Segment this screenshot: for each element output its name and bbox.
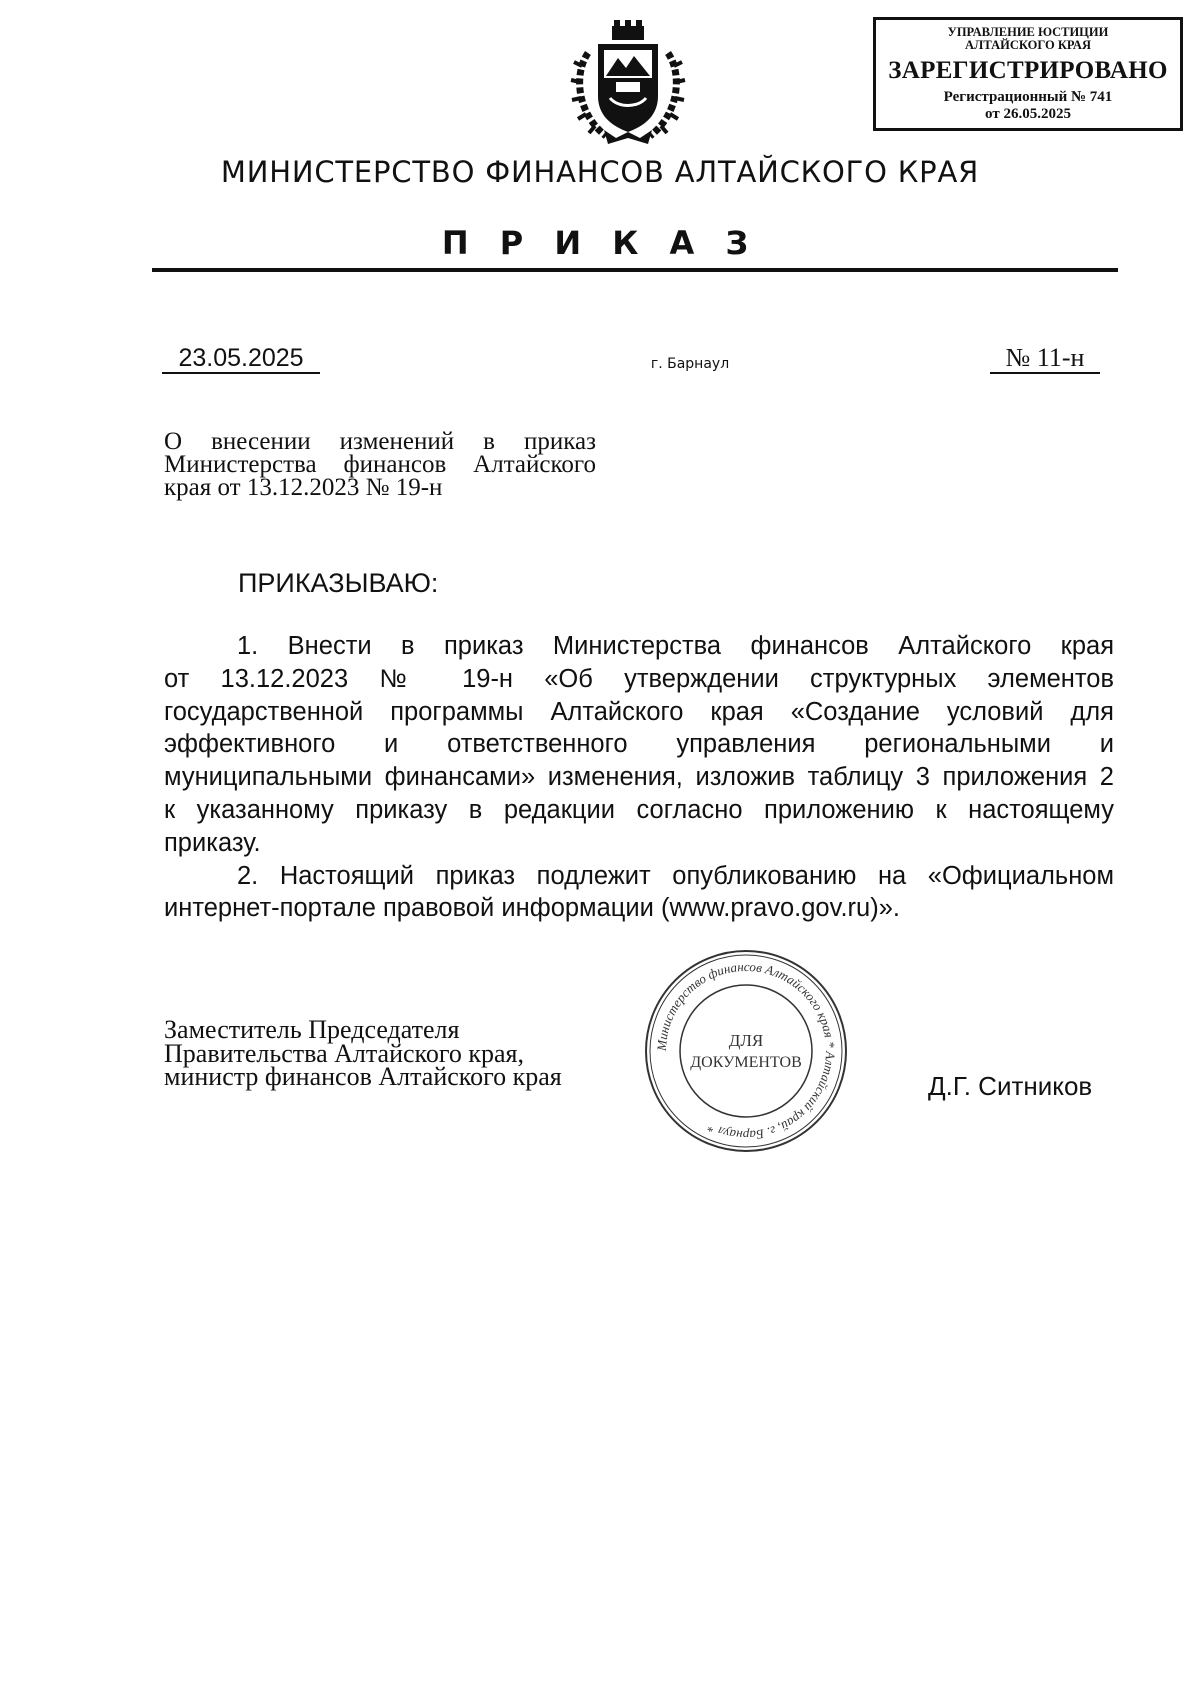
subject-line: Министерства финансов Алтайского [164, 451, 596, 478]
ministry-title: МИНИСТЕРСТВО ФИНАНСОВ АЛТАЙСКОГО КРАЯ [220, 155, 980, 189]
stamp-authority-line1: УПРАВЛЕНИЕ ЮСТИЦИИ [947, 25, 1109, 39]
signer-title [164, 1015, 634, 1091]
signer-name: Д.Г. Ситников [928, 1071, 1093, 1101]
coat-of-arms-icon [568, 18, 688, 148]
stamp-reg-number: Регистрационный № 741 [943, 89, 1113, 105]
document-number: № 11-н [990, 344, 1100, 374]
signer-title-line: Заместитель Председателя [164, 1015, 460, 1044]
body-line: муниципальными финансами» изменения, изложив таблицу 3 приложения 2 [164, 763, 1114, 792]
body-line: государственной программы Алтайского края «Создание условий для [164, 697, 1114, 726]
body-line: 1. Внести в приказ Министерства финансов Алтайского края [237, 632, 1114, 660]
order-verb: ПРИКАЗЫВАЮ: [238, 568, 439, 598]
stamp-reg-date: от 26.05.2025 [985, 106, 1071, 122]
header-divider [152, 268, 1118, 272]
document-city: г. Барнаул [650, 356, 730, 372]
official-seal-icon [636, 941, 856, 1161]
body-line: от 13.12.2023 № 19-н «Об утверждении структурных элементов [164, 664, 1114, 693]
subject-line: края от 13.12.2023 № 19-н [164, 474, 443, 501]
subject-line: О внесении изменений в приказ [164, 428, 596, 455]
body-line: к указанному приказу в редакции согласно приложению к настоящему [164, 795, 1114, 824]
signer-title-line: министр финансов Алтайского края [164, 1062, 562, 1091]
stamp-authority-line2: АЛТАЙСКОГО КРАЯ [965, 38, 1091, 52]
body-line: эффективного и ответственного управления региональными и [164, 730, 1114, 759]
body-line: интернет-портале правовой информации (www.pravo.gov.ru)». [164, 894, 900, 923]
seal-inner-line1: ДЛЯ [728, 1031, 764, 1050]
document-subject [164, 430, 596, 499]
document-date: 23.05.2025 [162, 344, 320, 374]
signer-title-line: Правительства Алтайского края, [164, 1038, 525, 1068]
stamp-status: ЗАРЕГИСТРИРОВАНО [888, 57, 1168, 84]
body-line: приказу. [164, 828, 261, 857]
seal-ring-text: Министерство финансов Алтайского края * Алтайский край, г. Барнаул * [653, 958, 839, 1144]
document-type-title: П Р И К А З [441, 224, 759, 262]
order-body [164, 630, 1114, 925]
registration-stamp [873, 17, 1183, 131]
seal-inner-line2: ДОКУМЕНТОВ [690, 1054, 802, 1071]
body-line: 2. Настоящий приказ подлежит опубликованию на «Официальном [237, 861, 1114, 890]
